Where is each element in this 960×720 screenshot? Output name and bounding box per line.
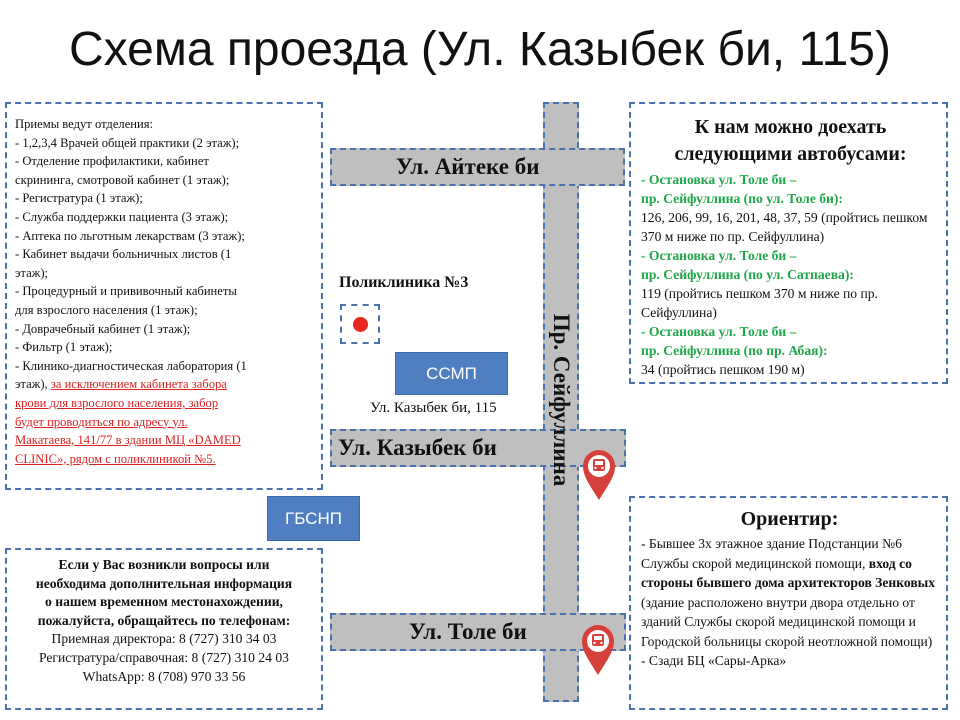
lab-exception-link[interactable]: крови для взрослого населения, забор — [15, 395, 219, 410]
departments-item: - Фильтр (1 этаж); — [15, 340, 113, 355]
departments-item: - Аптека по льготным лекарствам (3 этаж); — [15, 228, 245, 243]
departments-item: - Процедурный и прививочный кабинеты — [15, 284, 237, 299]
lab-exception-link[interactable]: CLINIC», рядом с поликлиникой №5. — [15, 451, 216, 466]
lab-exception-link[interactable]: будет проводиться по адресу ул. — [15, 414, 188, 429]
bus-stop-icon — [581, 448, 617, 502]
clinic-marker-icon — [353, 317, 368, 332]
departments-item: - 1,2,3,4 Врачей общей практики (2 этаж); — [15, 135, 240, 150]
road-label-kazybek: Ул. Казыбек би — [338, 435, 497, 460]
departments-item: - Доврачебный кабинет (1 этаж); — [15, 321, 191, 336]
address-label: Ул. Казыбек би, 115 — [370, 400, 497, 416]
road-label-seifullina: Пр. Сейфуллина — [549, 313, 574, 487]
departments-item: для взрослого населения (1 этаж); — [15, 302, 198, 317]
road-label-aiteke: Ул. Айтеке би — [396, 154, 540, 179]
contact-box — [5, 548, 323, 710]
departments-item: - Кабинет выдачи больничных листов (1 — [15, 247, 232, 262]
bus-routes: 126, 206, 99, 16, 201, 48, 37, 59 (пройтись пешком 370 м ниже по пр. Сейфуллина) — [641, 210, 928, 244]
contact-phone[interactable]: Приемная директора: 8 (727) 310 34 03 — [51, 631, 277, 647]
building-ssmp[interactable]: ССМП — [395, 352, 508, 395]
departments-item: скрининга, смотровой кабинет (1 этаж); — [15, 172, 230, 187]
bus-stop-name: - Остановка ул. Толе би – — [641, 324, 797, 339]
landmark-text: - Сзади БЦ «Сары-Арка» — [641, 653, 787, 668]
departments-item: - Служба поддержки пациента (3 этаж); — [15, 209, 229, 224]
bus-stop-icon — [580, 623, 616, 677]
departments-box — [5, 102, 323, 490]
landmark-box — [629, 496, 948, 710]
landmark-text: - Бывшее 3х этажное здание Подстанции №6 Службы скорой медицинской помощи, вход со стороны бывшего дома архитекторов Зенковых (здание расположено внутри двора отдельно от зданий Службы скорой медицинской помощи и Городской больницы скорой неотложной помощи) — [641, 536, 936, 649]
bus-routes-title: К нам можно доехать следующими автобусами: — [674, 116, 907, 165]
contact-intro: Если у Вас возникли вопросы или необходима дополнительная информация о нашем временном местонахождении, пожалуйста, обращайтесь по телефонам: — [35, 557, 293, 628]
bus-stop-name: - Остановка ул. Толе би – — [641, 172, 797, 187]
departments-item-plain: этаж), — [15, 377, 48, 392]
bus-routes: 119 (пройтись пешком 370 м ниже по пр. Сейфуллина) — [641, 286, 878, 320]
lab-exception-link[interactable]: за исключением кабинета забора — [50, 377, 227, 392]
bus-routes-box — [629, 102, 948, 384]
landmark-title: Ориентир: — [740, 508, 839, 530]
departments-item — [15, 375, 315, 394]
bus-stop-direction: пр. Сейфуллина (по пр. Абая): — [641, 343, 828, 358]
bus-routes: 34 (пройтись пешком 190 м) — [641, 362, 805, 377]
clinic-building[interactable] — [340, 304, 380, 344]
building-gbsnp[interactable]: ГБСНП — [267, 496, 360, 541]
contact-phone[interactable]: Регистратура/справочная: 8 (727) 310 24 03 — [39, 649, 289, 665]
bus-stop-name: - Остановка ул. Толе би – — [641, 248, 797, 263]
departments-item: - Отделение профилактики, кабинет — [15, 154, 209, 169]
departments-header: Приемы ведут отделения: — [15, 117, 154, 131]
bus-stop-direction: пр. Сейфуллина (по ул. Сатпаева): — [641, 267, 854, 282]
departments-item: - Клинико-диагностическая лаборатория (1 — [15, 358, 247, 373]
departments-item: - Регистратура (1 этаж); — [15, 191, 143, 206]
bus-stop-direction: пр. Сейфуллина (по ул. Толе би): — [641, 191, 843, 206]
lab-exception-link[interactable]: Макатаева, 141/77 в здании МЦ «DAMED — [15, 433, 241, 448]
contact-phone[interactable]: WhatsApp: 8 (708) 970 33 56 — [82, 668, 246, 684]
page-title: Схема проезда (Ул. Казыбек би, 115) — [69, 23, 891, 76]
clinic-label: Поликлиника №3 — [339, 274, 469, 291]
road-label-tole: Ул. Толе би — [409, 619, 527, 644]
departments-item: этаж); — [15, 265, 49, 280]
